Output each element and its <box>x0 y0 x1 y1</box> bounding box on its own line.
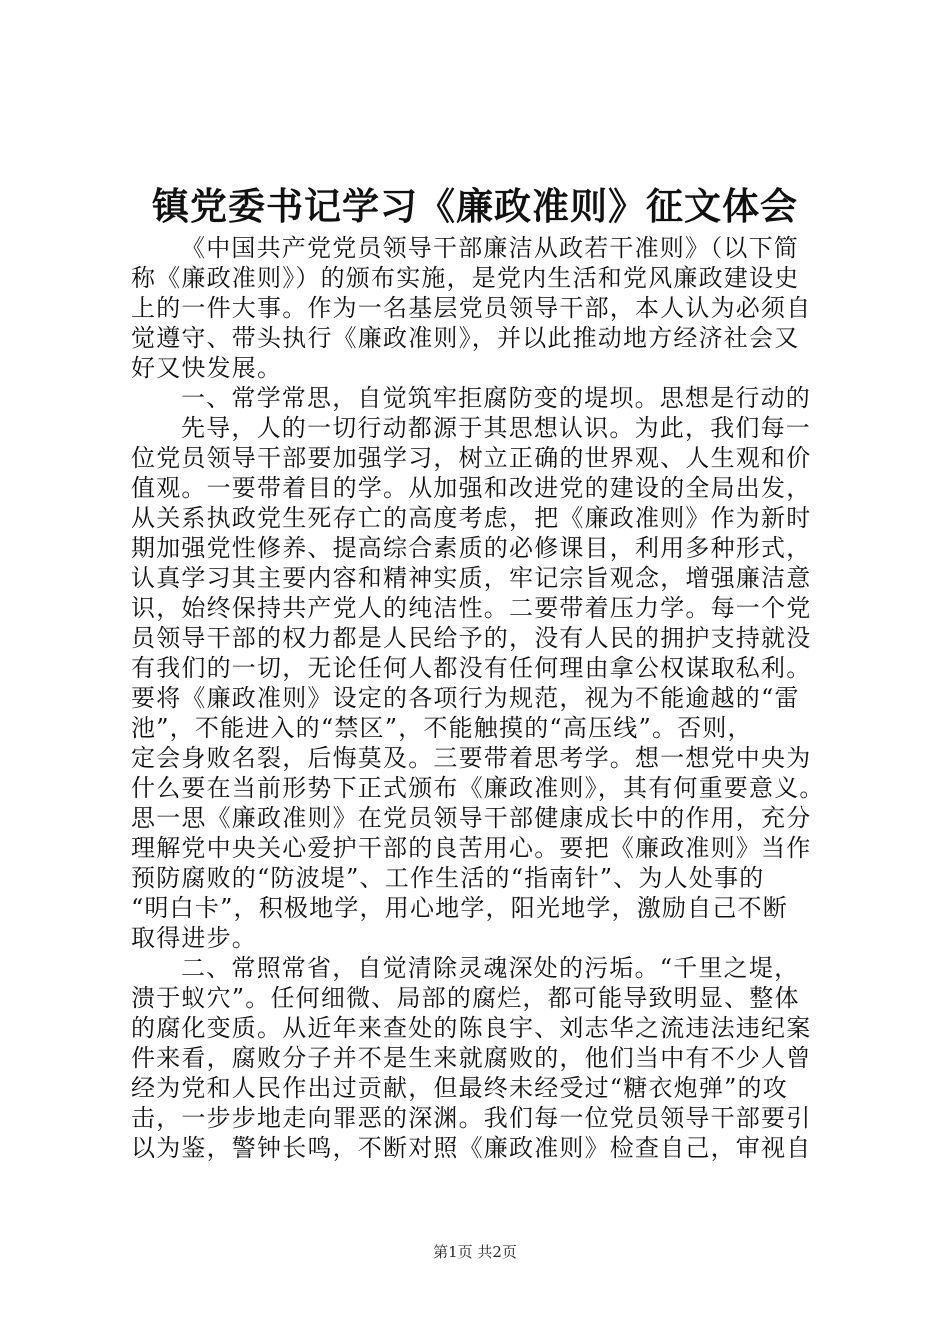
body-line: 觉遵守、带头执行《廉政准则》，并以此推动地方经济社会又 <box>131 324 800 352</box>
body-line: 定会身败名裂，后悔莫及。三要带着思考学。想一想党中央为 <box>131 744 812 772</box>
body-line: 称《廉政准则》）的颁布实施，是党内生活和党风廉政建设史 <box>131 264 800 292</box>
body-line: 好又快发展。 <box>131 354 283 382</box>
page-footer: 第1页 共2页 <box>433 1243 517 1261</box>
body-line: 上的一件大事。作为一名基层党员领导干部，本人认为必须自 <box>131 294 812 322</box>
body-line: 理解党中央关心爱护干部的良苦用心。要把《廉政准则》当作 <box>131 834 812 862</box>
body-line: 员领导干部的权力都是人民给予的，没有人民的拥护支持就没 <box>131 624 812 652</box>
body-line: 什么要在当前形势下正式颁布《廉政准则》，其有何重要意义。 <box>131 774 825 802</box>
body-line: 件来看，腐败分子并不是生来就腐败的，他们当中有不少人曾 <box>131 1044 812 1072</box>
body-line: 二、常照常省，自觉清除灵魂深处的污垢。“千里之堤， <box>181 954 800 982</box>
body-line: 位党员领导干部要加强学习，树立正确的世界观、人生观和价 <box>131 444 812 472</box>
body-line: 要将《廉政准则》设定的各项行为规范，视为不能逾越的“雷 <box>131 684 800 712</box>
body-line: 认真学习其主要内容和精神实质，牢记宗旨观念，增强廉洁意 <box>131 564 812 592</box>
document-title: 镇党委书记学习《廉政准则》征文体会 <box>152 184 798 228</box>
body-line: 击，一步步地走向罪恶的深渊。我们每一位党员领导干部要引 <box>131 1104 812 1132</box>
body-line: 《中国共产党党员领导干部廉洁从政若干准则》（以下简 <box>181 234 799 262</box>
body-line: “明白卡”，积极地学，用心地学，阳光地学，激励自己不断 <box>131 894 788 922</box>
body-line: 期加强党性修养、提高综合素质的必修课目，利用多种形式， <box>131 534 812 562</box>
body-line: 取得进步。 <box>131 924 257 952</box>
body-line: 池”，不能进入的“禁区”，不能触摸的“高压线”。否则， <box>131 714 753 742</box>
body-line: 的腐化变质。从近年来查处的陈良宇、刘志华之流违法违纪案 <box>131 1014 812 1042</box>
body-line: 从关系执政党生死存亡的高度考虑，把《廉政准则》作为新时 <box>131 504 812 532</box>
body-line: 一、常学常思，自觉筑牢拒腐防变的堤坝。思想是行动的 <box>181 384 811 412</box>
body-line: 识，始终保持共产党人的纯洁性。二要带着压力学。每一个党 <box>131 594 812 622</box>
body-line: 有我们的一切，无论任何人都没有任何理由拿公权谋取私利。 <box>131 654 812 682</box>
body-line: 思一思《廉政准则》在党员领导干部健康成长中的作用，充分 <box>131 804 812 832</box>
body-line: 溃于蚁穴”。任何细微、局部的腐烂，都可能导致明显、整体 <box>131 984 800 1012</box>
body-line: 值观。一要带着目的学。从加强和改进党的建设的全局出发， <box>131 474 812 502</box>
document-body <box>131 233 831 1163</box>
body-line: 预防腐败的“防波堤”、工作生活的“指南针”、为人处事的 <box>131 864 765 892</box>
body-line: 先导，人的一切行动都源于其思想认识。为此，我们每一 <box>181 414 811 442</box>
body-line: 经为党和人民作出过贡献，但最终未经受过“糖衣炮弹”的攻 <box>131 1074 788 1102</box>
body-line: 以为鉴，警钟长鸣，不断对照《廉政准则》检查自己，审视自 <box>131 1134 812 1162</box>
